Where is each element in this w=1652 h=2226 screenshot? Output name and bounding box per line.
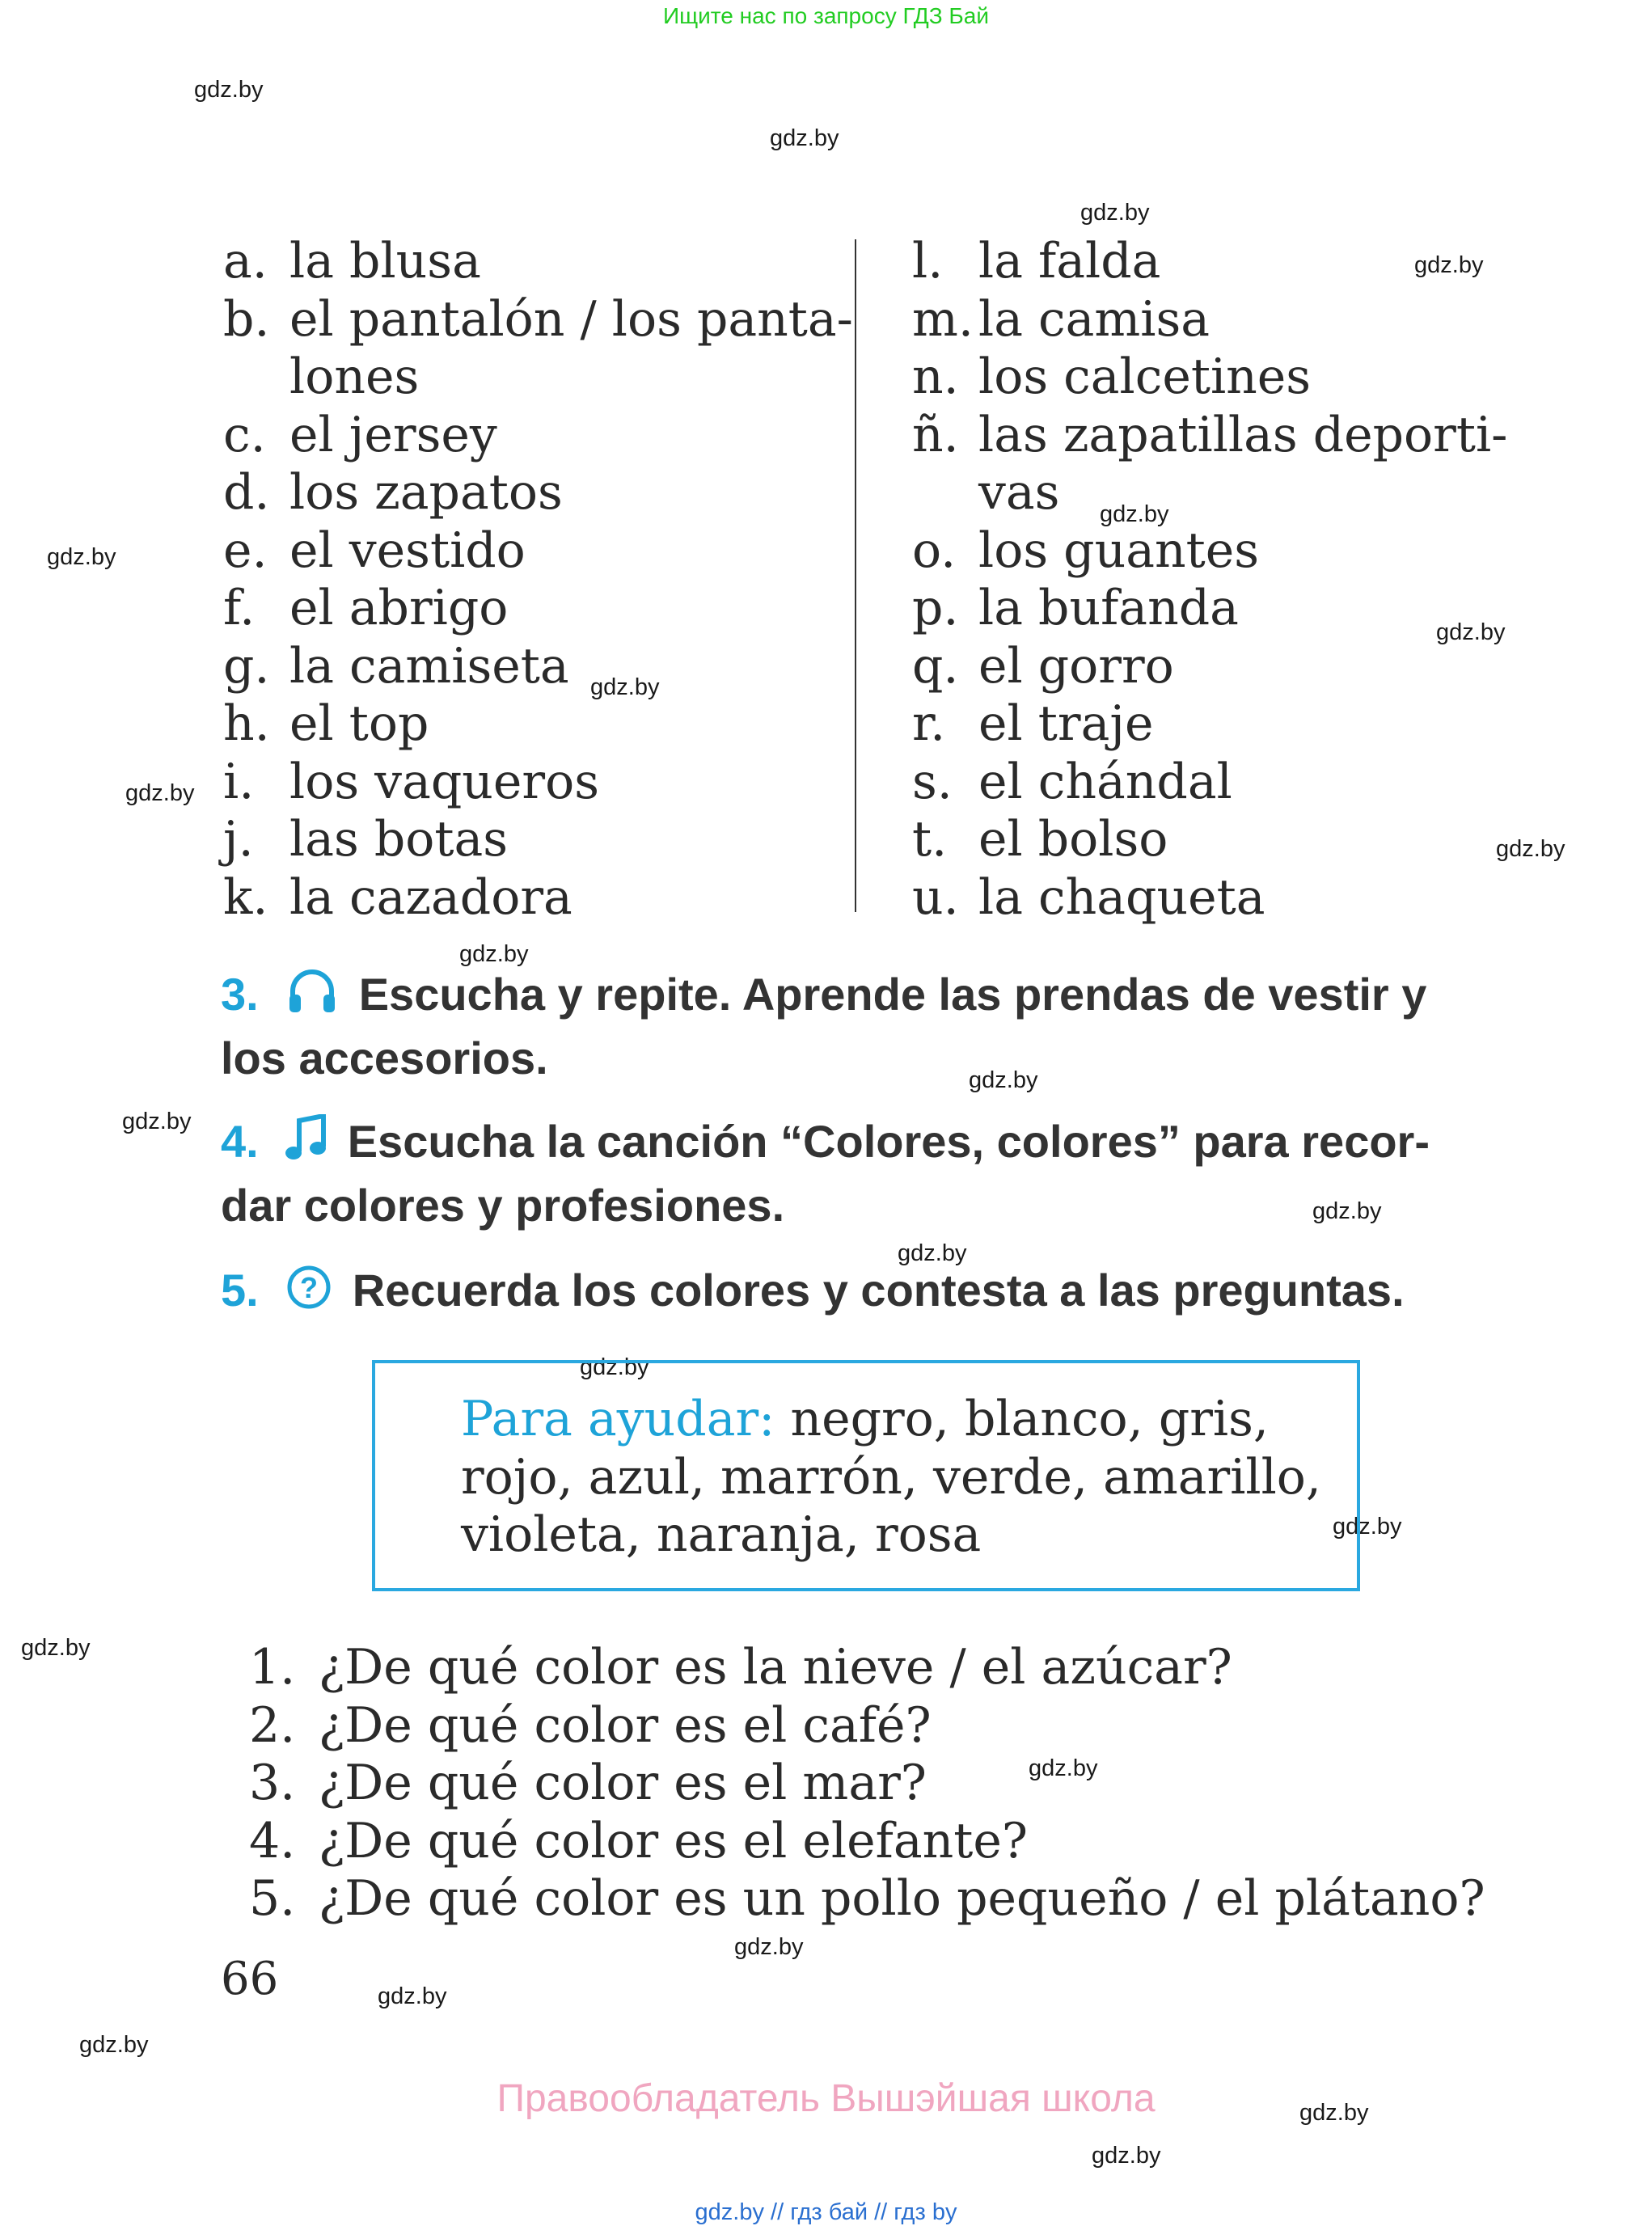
item-letter: a. [223, 233, 268, 289]
item-text: los guantes [978, 522, 1260, 579]
questions-list [249, 1639, 1485, 1928]
task-number: 5. [221, 1265, 259, 1316]
question-text: ¿De qué color es el café? [319, 1696, 932, 1754]
item-text: la chaqueta [978, 868, 1265, 926]
question-item [249, 1813, 1485, 1871]
help-label: Para ayudar: [461, 1391, 775, 1447]
question-text: ¿De qué color es la nieve / el azúcar? [319, 1639, 1232, 1696]
item-letter: j. [223, 811, 254, 868]
task-number: 3. [221, 969, 259, 1020]
item-text: los zapatos [289, 464, 563, 521]
copyright-notice: Правообладатель Вышэйшая школа [496, 2077, 1156, 2120]
watermark: gdz.by [122, 1109, 192, 1134]
page-number: 66 [221, 1953, 279, 2005]
task-text-line2: dar colores y profesiones. [221, 1180, 785, 1231]
item-text: la bufanda [978, 580, 1239, 636]
vocab-item [912, 638, 1507, 696]
item-letter: b. [223, 290, 270, 348]
task-text-line1: Recuerda los colores y contesta a las preguntas. [352, 1265, 1405, 1316]
vocab-item [223, 464, 853, 522]
item-letter: s. [912, 753, 953, 810]
item-text: el pantalón / los panta- [289, 290, 853, 348]
item-letter: r. [912, 695, 946, 752]
question-number: 4. [249, 1812, 296, 1869]
watermark: gdz.by [1414, 252, 1484, 278]
column-divider [855, 239, 856, 912]
item-letter: q. [912, 637, 959, 695]
task-5 [221, 1263, 1515, 1327]
watermark: gdz.by [770, 125, 839, 151]
vocab-item [223, 233, 853, 291]
item-text: el bolso [978, 811, 1168, 868]
item-letter: t. [912, 811, 948, 868]
watermark: gdz.by [1092, 2143, 1161, 2169]
question-item [249, 1755, 1485, 1813]
item-continuation: lones [289, 348, 420, 405]
watermark: gdz.by [1436, 619, 1506, 645]
watermark: gdz.by [734, 1934, 804, 1960]
item-letter: p. [912, 580, 959, 636]
question-item [249, 1639, 1485, 1697]
svg-text:?: ? [299, 1271, 318, 1304]
item-letter: u. [912, 868, 959, 926]
task-text-line1: Escucha y repite. Aprende las prendas de vestir y [358, 969, 1427, 1020]
item-text: la camiseta [289, 637, 569, 695]
watermark: gdz.by [459, 941, 529, 967]
item-text: los vaqueros [289, 753, 599, 810]
music-note-icon [283, 1114, 330, 1178]
headphones-icon [286, 967, 338, 1031]
vocab-item [912, 348, 1507, 407]
vocab-item [912, 754, 1507, 812]
vocabulary-right-column [912, 233, 1507, 927]
item-text: las zapatillas deporti- [978, 406, 1508, 463]
item-text: los calcetines [978, 348, 1312, 405]
vocab-item [912, 869, 1507, 927]
vocabulary-left-column [223, 233, 853, 927]
item-text: la camisa [978, 290, 1210, 348]
item-letter: o. [912, 522, 957, 579]
item-letter: k. [223, 868, 268, 926]
item-letter: c. [223, 406, 266, 463]
task-number: 4. [221, 1116, 259, 1167]
vocab-item [912, 695, 1507, 754]
item-text: la falda [978, 233, 1161, 289]
watermark: gdz.by [21, 1635, 91, 1661]
vocab-item [223, 754, 853, 812]
question-number: 2. [249, 1696, 296, 1754]
item-text: el top [289, 695, 429, 752]
watermark: gdz.by [590, 674, 660, 700]
watermark: gdz.by [47, 544, 116, 570]
item-text: el traje [978, 695, 1154, 752]
item-text: el chándal [978, 753, 1232, 810]
item-text: las botas [289, 811, 509, 868]
item-letter: ñ. [912, 406, 959, 463]
task-text-line2: los accesorios. [221, 1033, 548, 1083]
help-words-line1: negro, blanco, gris, [790, 1391, 1269, 1447]
task-4 [221, 1114, 1515, 1233]
vocab-item [223, 638, 853, 696]
item-letter: g. [223, 637, 270, 695]
watermark: gdz.by [1029, 1755, 1098, 1781]
item-letter: d. [223, 464, 270, 521]
vocab-item [223, 580, 853, 638]
question-number: 5. [249, 1870, 296, 1927]
vocab-item [223, 811, 853, 869]
help-box-text [461, 1391, 1321, 1565]
item-text: el gorro [978, 637, 1174, 695]
task-text-line1: Escucha la canción “Colores, colores” para recor- [347, 1116, 1430, 1167]
question-item [249, 1697, 1485, 1755]
watermark: gdz.by [194, 77, 264, 103]
top-banner: Ищите нас по запросу ГДЗ Бай [662, 3, 990, 28]
item-letter: l. [912, 233, 944, 289]
item-letter: e. [223, 522, 268, 579]
item-text: la cazadora [289, 868, 572, 926]
item-letter: i. [223, 753, 255, 810]
vocab-item [223, 869, 853, 927]
question-text: ¿De qué color es el mar? [319, 1755, 927, 1811]
vocab-item [912, 580, 1507, 638]
question-item [249, 1870, 1485, 1928]
question-text: ¿De qué color es un pollo pequeño / el plátano? [319, 1870, 1485, 1927]
help-words-line3: violeta, naranja, rosa [461, 1506, 982, 1563]
watermark: gdz.by [1312, 1198, 1382, 1224]
item-letter: h. [223, 695, 270, 752]
watermark: gdz.by [79, 2032, 149, 2058]
item-text: el jersey [289, 406, 497, 463]
task-3 [221, 967, 1515, 1086]
question-number: 1. [249, 1639, 296, 1696]
item-continuation: vas [978, 464, 1060, 521]
watermark: gdz.by [378, 1983, 447, 2009]
vocab-item [912, 407, 1507, 465]
vocab-item [912, 291, 1507, 349]
watermark: gdz.by [1496, 836, 1565, 862]
watermark: gdz.by [969, 1067, 1038, 1093]
help-words-line2: rojo, azul, marrón, verde, amarillo, [461, 1448, 1322, 1506]
item-letter: m. [912, 290, 974, 348]
watermark: gdz.by [580, 1354, 649, 1380]
item-letter: f. [223, 580, 256, 636]
vocab-item [912, 811, 1507, 869]
question-number: 3. [249, 1755, 296, 1811]
vocab-item [223, 522, 853, 581]
item-text: la blusa [289, 233, 481, 289]
watermark: gdz.by [1080, 200, 1150, 226]
watermark: gdz.by [1333, 1514, 1402, 1540]
vocab-item [223, 407, 853, 465]
watermark: gdz.by [898, 1240, 967, 1266]
watermark: gdz.by [1299, 2100, 1369, 2126]
vocab-item [912, 233, 1507, 291]
watermark: gdz.by [125, 780, 195, 806]
question-icon [286, 1263, 332, 1327]
item-text: el vestido [289, 522, 526, 579]
vocab-item [223, 291, 853, 349]
question-text: ¿De qué color es el elefante? [319, 1812, 1029, 1869]
item-letter: n. [912, 348, 959, 405]
vocab-item [223, 695, 853, 754]
item-text: el abrigo [289, 580, 509, 636]
vocab-item [912, 522, 1507, 581]
watermark: gdz.by [1100, 501, 1169, 527]
footer-links[interactable]: gdz.by // гдз бай // гдз by [695, 2199, 957, 2225]
